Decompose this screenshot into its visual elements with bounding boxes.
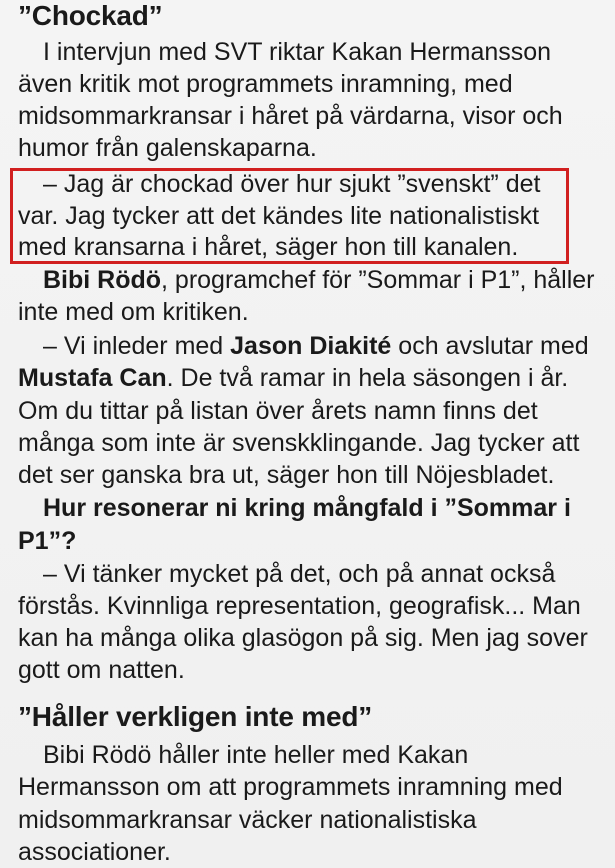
paragraph-line (43, 265, 595, 295)
paragraph-line: förstås. Kvinnliga representation, geografisk... Man (18, 592, 581, 620)
paragraph-line: Hermansson om att programmets inramning med (18, 773, 563, 801)
paragraph-text: . De två ramar in hela säsongen i år. (166, 364, 569, 392)
interview-question: P1”? (18, 527, 77, 555)
section-heading-haller: ”Håller verkligen inte med” (18, 701, 373, 732)
paragraph-line (43, 331, 589, 361)
paragraph-text: , programchef för ”Sommar i P1”, håller (161, 266, 595, 294)
paragraph-text: – Vi inleder med (43, 332, 231, 360)
interview-question: Hur resonerar ni kring mångfald i ”Sommar i (43, 494, 571, 522)
paragraph-line: I intervjun med SVT riktar Kakan Hermansson (43, 38, 552, 66)
paragraph-line: inte med om kritiken. (18, 298, 249, 326)
paragraph-line: det ser ganska bra ut, säger hon till Nöjesbladet. (18, 461, 555, 489)
quote-line: – Jag är chockad över hur sjukt ”svenskt” det (43, 170, 541, 198)
paragraph-line: kan ha många olika glasögon på sig. Men jag sover (18, 624, 588, 652)
quote-line: med kransarna i håret, säger hon till kanalen. (18, 233, 519, 261)
person-name: Jason Diakité (230, 332, 392, 360)
paragraph-line: midsommarkransar i håret på värdarna, visor och (18, 102, 563, 130)
paragraph-line: många som inte är svenskklingande. Jag tycker att (18, 429, 580, 457)
section-heading-chockad: ”Chockad” (18, 0, 163, 31)
paragraph-line: – Vi tänker mycket på det, och på annat också (43, 560, 556, 588)
paragraph-line (18, 363, 568, 393)
paragraph-line: humor från galenskaparna. (18, 134, 317, 162)
paragraph-line: även kritik mot programmets inramning, med (18, 70, 513, 98)
paragraph-text: och avslutar med (391, 332, 589, 360)
paragraph-line: associationer. (18, 838, 171, 866)
paragraph-line: Bibi Rödö håller inte heller med Kakan (43, 741, 469, 769)
paragraph-line: gott om natten. (18, 656, 185, 684)
paragraph-line: midsommarkransar väcker nationalistiska (18, 806, 477, 834)
paragraph-line: Om du tittar på listan över årets namn finns det (18, 397, 538, 425)
person-name: Bibi Rödö (43, 266, 162, 294)
quote-line: var. Jag tycker att det kändes lite nationalistiskt (18, 202, 540, 230)
person-name: Mustafa Can (18, 364, 167, 392)
